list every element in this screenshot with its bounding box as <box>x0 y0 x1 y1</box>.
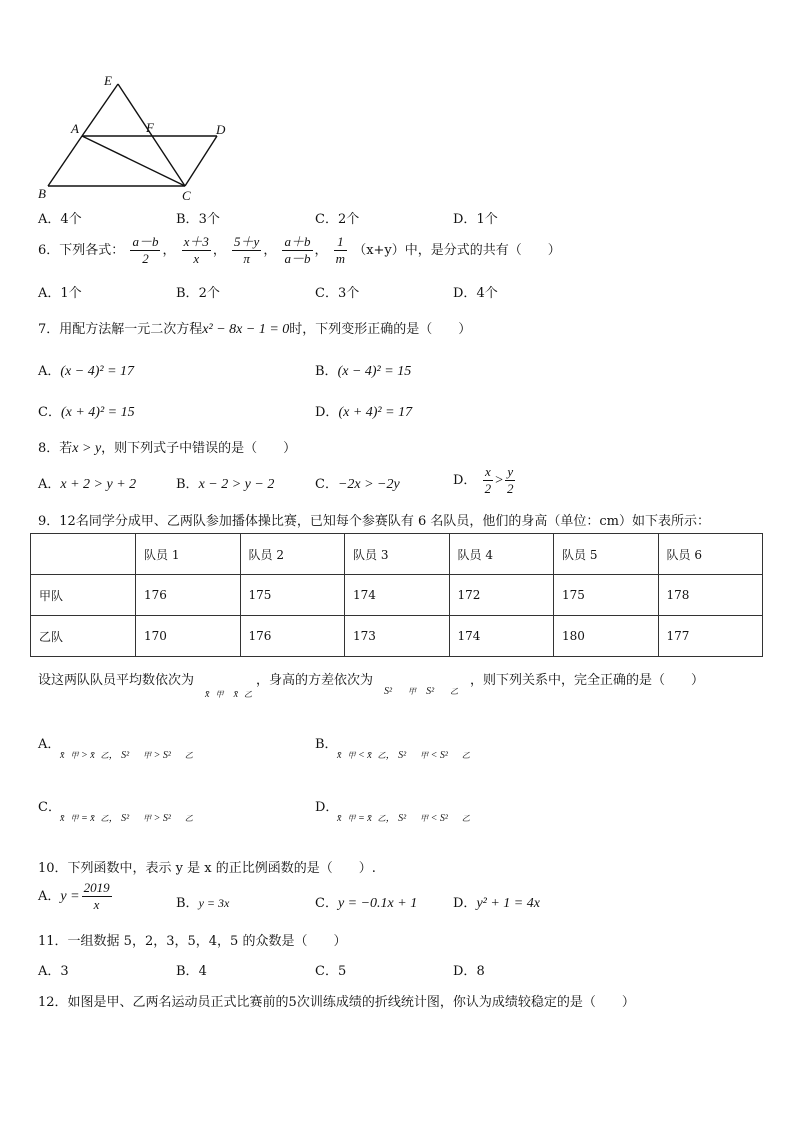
option-letter: D． <box>315 405 339 420</box>
q8-option-d[interactable] <box>453 464 517 497</box>
table-cell: 175 <box>554 575 659 616</box>
variance-operator: > <box>153 750 161 761</box>
option-letter: A． <box>38 964 61 979</box>
table-cell: 174 <box>345 575 450 616</box>
comma: ， <box>108 813 119 824</box>
option-letter: A． <box>38 889 61 904</box>
option-letter: D． <box>315 800 339 815</box>
option-text: 1个 <box>476 212 498 227</box>
option-text: 2个 <box>337 212 360 227</box>
s2-symbol: S² <box>162 750 171 761</box>
subscript: 乙 <box>461 751 470 760</box>
variance-operator: > <box>153 813 161 824</box>
question-number: 6． <box>38 243 60 258</box>
xbar-symbol: x̄ <box>60 813 65 824</box>
option-letter: C． <box>315 964 338 979</box>
variance-operator: < <box>430 750 438 761</box>
q9-option-b-expr <box>337 746 470 761</box>
question-suffix: ，则下列式子中错误的是（ ） <box>101 441 297 456</box>
option-text: 5 <box>337 964 347 979</box>
denominator: m <box>335 251 346 266</box>
table-cell: 178 <box>658 575 763 616</box>
q9-option-c[interactable] <box>38 796 193 824</box>
q9-option-b[interactable] <box>315 733 470 761</box>
option-text: x − 2 > y − 2 <box>198 477 275 492</box>
q7-stem <box>38 318 471 338</box>
denominator: 2 <box>506 481 514 496</box>
option-text: y = 3x <box>198 896 230 910</box>
numerator: 1 <box>334 234 347 251</box>
option-letter: D． <box>453 964 477 979</box>
point-label-a: A <box>71 121 79 136</box>
subscript: 甲 <box>347 751 356 760</box>
q6-option-d[interactable] <box>453 282 498 301</box>
option-text: (x + 4)² = 17 <box>338 405 413 420</box>
xbar-symbol: x̄ <box>60 750 65 761</box>
q6-option-c[interactable] <box>315 282 359 301</box>
option-text: 3个 <box>337 286 360 301</box>
option-text: 4 <box>198 964 207 979</box>
q6-fraction-4 <box>282 234 312 267</box>
mean-operator: < <box>357 750 365 761</box>
point-label-b: B <box>38 186 46 201</box>
table-cell: 176 <box>136 575 241 616</box>
q10-option-d[interactable] <box>453 892 540 912</box>
s2-symbol: S² <box>398 813 407 824</box>
question-prefix: 用配方法解一元二次方程 <box>59 322 203 337</box>
question-text: 一组数据 5，2，3，5，4，5 的众数是（ ） <box>67 934 347 949</box>
operator: > <box>495 473 503 488</box>
option-letter: C． <box>315 896 338 911</box>
q11-option-b[interactable] <box>176 960 207 979</box>
numerator: x＋3 <box>183 234 209 249</box>
q5-option-d[interactable] <box>453 208 498 227</box>
equation: x² − 8x − 1 = 0 <box>202 322 290 337</box>
variance-operator: < <box>430 813 438 824</box>
question-suffix: 时，下列变形正确的是（ ） <box>289 322 472 337</box>
xbar-symbol: x̄ <box>90 750 95 761</box>
subscript: 乙 <box>450 687 459 696</box>
q6-fraction-3 <box>232 234 261 267</box>
subscript: 甲 <box>420 814 429 823</box>
s2-symbol: S² <box>121 813 130 824</box>
q6-fraction-5 <box>334 234 347 267</box>
separator: ， <box>314 243 328 258</box>
option-text: 1个 <box>60 286 82 301</box>
separator: ， <box>212 243 226 258</box>
s2-symbol: S² <box>121 750 130 761</box>
q9-option-d-expr <box>337 809 470 824</box>
table-cell: 176 <box>240 616 345 657</box>
q7-option-c[interactable] <box>38 401 135 421</box>
option-text: −2x > −2y <box>337 477 400 492</box>
subscript: 甲 <box>408 687 416 696</box>
point-label-d: D <box>216 122 226 137</box>
question-number: 7． <box>38 322 60 337</box>
q6-option-a[interactable] <box>38 282 82 301</box>
q12-stem <box>38 991 635 1010</box>
table-header-cell: 队员 5 <box>554 534 659 575</box>
subscript: 乙 <box>377 814 386 823</box>
xbar-symbol: x̄ <box>233 689 239 700</box>
question-text: 下列函数中，表示 y 是 x 的正比例函数的是（ ）. <box>67 861 376 876</box>
option-letter: B． <box>176 896 199 911</box>
mean-operator: > <box>80 750 88 761</box>
s2-symbol: S² <box>384 686 392 697</box>
option-letter: B． <box>176 286 199 301</box>
q6-fraction-1 <box>130 234 160 267</box>
option-letter: D． <box>453 286 477 301</box>
denominator: 2 <box>484 481 492 496</box>
table-header-cell: 队员 4 <box>449 534 554 575</box>
q6-stem <box>38 234 561 267</box>
option-letter: A． <box>38 286 61 301</box>
option-letter: B． <box>315 737 338 752</box>
q11-option-d[interactable] <box>453 960 485 979</box>
subscript: 甲 <box>347 814 356 823</box>
question-text: 如图是甲、乙两名运动员正式比赛前的5次训练成绩的折线统计图，你认为成绩较稳定的是（ ） <box>67 995 635 1010</box>
table-cell: 170 <box>136 616 241 657</box>
q9-followup-a: 设这两队队员平均数依次为 <box>38 673 195 688</box>
option-text: 4个 <box>476 286 498 301</box>
question-text: 12名同学分成甲、乙两队参加播体操比赛，已知每个参赛队有 6 名队员，他们的身高（单位：cm）如下表所示： <box>59 514 710 529</box>
q10-fraction <box>82 880 112 913</box>
xbar-symbol: x̄ <box>90 813 95 824</box>
question-number: 9． <box>38 514 60 529</box>
table-row <box>31 616 763 657</box>
option-letter: A． <box>38 212 61 227</box>
q9-option-d[interactable] <box>315 796 470 824</box>
q5-option-b[interactable] <box>176 208 220 227</box>
xbar-symbol: x̄ <box>337 750 342 761</box>
s2-symbol: S² <box>162 813 171 824</box>
q11-option-c[interactable] <box>315 960 346 979</box>
table-cell-team: 甲队 <box>31 575 136 616</box>
separator: ， <box>162 243 176 258</box>
q8-option-a[interactable] <box>38 473 136 493</box>
option-text: (x − 4)² = 15 <box>337 364 412 379</box>
comma: ， <box>385 813 396 824</box>
subscript: 甲 <box>143 814 152 823</box>
table-cell: 177 <box>658 616 763 657</box>
table-header-cell: 队员 6 <box>658 534 763 575</box>
q11-option-a[interactable] <box>38 960 69 979</box>
q8-option-c[interactable] <box>315 473 400 493</box>
lhs: y = <box>60 889 80 904</box>
denominator: x <box>93 897 100 912</box>
numerator: a＋b <box>284 234 311 249</box>
q9-followup-b: ，身高的方差依次为 <box>256 673 374 688</box>
option-letter: A． <box>38 737 61 752</box>
subscript: 乙 <box>100 814 109 823</box>
option-text: y² + 1 = 4x <box>476 896 540 911</box>
q5-option-a[interactable] <box>38 208 82 227</box>
comma: ， <box>108 750 119 761</box>
table-cell: 174 <box>449 616 554 657</box>
table-row <box>31 575 763 616</box>
option-letter: B． <box>176 964 199 979</box>
denominator: π <box>243 251 250 266</box>
s2-symbol: S² <box>439 750 448 761</box>
q10-option-b[interactable] <box>176 892 229 911</box>
numerator: a－b <box>132 234 159 249</box>
q10-option-c[interactable] <box>315 892 417 912</box>
q7-option-d[interactable] <box>315 401 412 421</box>
q10-stem <box>38 857 376 876</box>
table-header-cell: 队员 3 <box>345 534 450 575</box>
q11-stem <box>38 930 346 949</box>
q9-followup-c: ，则下列关系中，完全正确的是（ ） <box>470 673 705 688</box>
option-letter: C． <box>315 212 338 227</box>
option-text: x + 2 > y + 2 <box>60 477 137 492</box>
table-cell: 173 <box>345 616 450 657</box>
table-cell-team: 乙队 <box>31 616 136 657</box>
point-label-c: C <box>182 188 191 203</box>
q9-option-a[interactable] <box>38 733 193 761</box>
option-letter: D． <box>453 473 477 488</box>
option-letter: A． <box>38 477 61 492</box>
mean-operator: = <box>80 813 88 824</box>
subscript: 甲 <box>143 751 152 760</box>
option-letter: C． <box>38 405 61 420</box>
table-header-cell <box>31 534 136 575</box>
q8-fraction-left <box>483 464 494 497</box>
option-text: 3 <box>60 964 69 979</box>
comma: ， <box>385 750 396 761</box>
subscript: 乙 <box>461 814 470 823</box>
option-text: y = −0.1x + 1 <box>337 896 418 911</box>
q8-fraction-right <box>505 464 516 497</box>
subscript: 甲 <box>70 814 79 823</box>
subscript: 甲 <box>70 751 79 760</box>
q8-stem <box>38 437 296 457</box>
subscript: 甲 <box>420 751 429 760</box>
denominator: a－b <box>284 251 311 266</box>
numerator: 2019 <box>83 880 110 895</box>
option-text: 2个 <box>198 286 220 301</box>
q9-option-a-expr <box>60 746 193 761</box>
question-prefix: 若 <box>59 441 73 456</box>
option-letter: B． <box>176 477 199 492</box>
q9-stem <box>38 510 710 529</box>
question-number: 10． <box>38 861 68 876</box>
xbar-symbol: x̄ <box>337 813 342 824</box>
option-text: 8 <box>476 964 485 979</box>
option-letter: C． <box>315 477 338 492</box>
subscript: 乙 <box>377 751 386 760</box>
option-text: 4个 <box>60 212 82 227</box>
option-letter: B． <box>315 364 338 379</box>
question-number: 8． <box>38 441 60 456</box>
option-letter: D． <box>453 212 477 227</box>
option-letter: C． <box>38 800 61 815</box>
table-cell: 180 <box>554 616 659 657</box>
condition: x > y <box>72 441 102 456</box>
height-table <box>30 533 763 657</box>
q6-option-b[interactable] <box>176 282 220 301</box>
subscript: 甲 <box>215 690 224 699</box>
point-label-f: F <box>146 120 154 135</box>
question-prefix: 下列各式： <box>59 243 125 258</box>
xbar-symbol: x̄ <box>367 813 372 824</box>
q5-option-c[interactable] <box>315 208 359 227</box>
numerator: 5＋y <box>234 234 260 249</box>
s2-symbol: S² <box>439 813 448 824</box>
option-text: (x − 4)² = 17 <box>60 364 135 379</box>
mean-operator: = <box>357 813 365 824</box>
table-cell: 175 <box>240 575 345 616</box>
q9-option-c-expr <box>60 809 193 824</box>
table-cell: 172 <box>449 575 554 616</box>
question-number: 12． <box>38 995 68 1010</box>
separator: ， <box>263 243 277 258</box>
q9-mean-symbols <box>205 686 252 701</box>
denominator: x <box>193 251 200 266</box>
option-text: (x + 4)² = 15 <box>60 405 135 420</box>
q7-option-a[interactable] <box>38 360 134 380</box>
subscript: 乙 <box>184 814 193 823</box>
point-label-e: E <box>104 73 112 88</box>
q9-variance-symbols <box>384 683 458 698</box>
q7-option-b[interactable] <box>315 360 411 380</box>
numerator: x <box>483 464 494 481</box>
table-header-row <box>31 534 763 575</box>
numerator: y <box>505 464 516 481</box>
xbar-symbol: x̄ <box>205 689 210 700</box>
xbar-symbol: x̄ <box>367 750 372 761</box>
option-letter: B． <box>176 212 199 227</box>
subscript: 乙 <box>184 751 193 760</box>
question-number: 11． <box>38 934 68 949</box>
q8-option-b[interactable] <box>176 473 274 493</box>
q6-fraction-2 <box>182 234 211 267</box>
option-text: 3个 <box>198 212 220 227</box>
geometry-figure <box>30 70 240 205</box>
subscript: 乙 <box>100 751 109 760</box>
s2-symbol: S² <box>398 750 407 761</box>
table-header-cell: 队员 1 <box>136 534 241 575</box>
option-letter: A． <box>38 364 61 379</box>
option-letter: C． <box>315 286 338 301</box>
subscript: 乙 <box>244 690 253 699</box>
s2-symbol: S² <box>426 686 435 697</box>
q10-option-a[interactable] <box>38 880 114 913</box>
question-suffix: （x+y）中，是分式的共有（ ） <box>353 243 561 258</box>
table-header-cell: 队员 2 <box>240 534 345 575</box>
denominator: 2 <box>142 251 149 266</box>
option-letter: D． <box>453 896 477 911</box>
